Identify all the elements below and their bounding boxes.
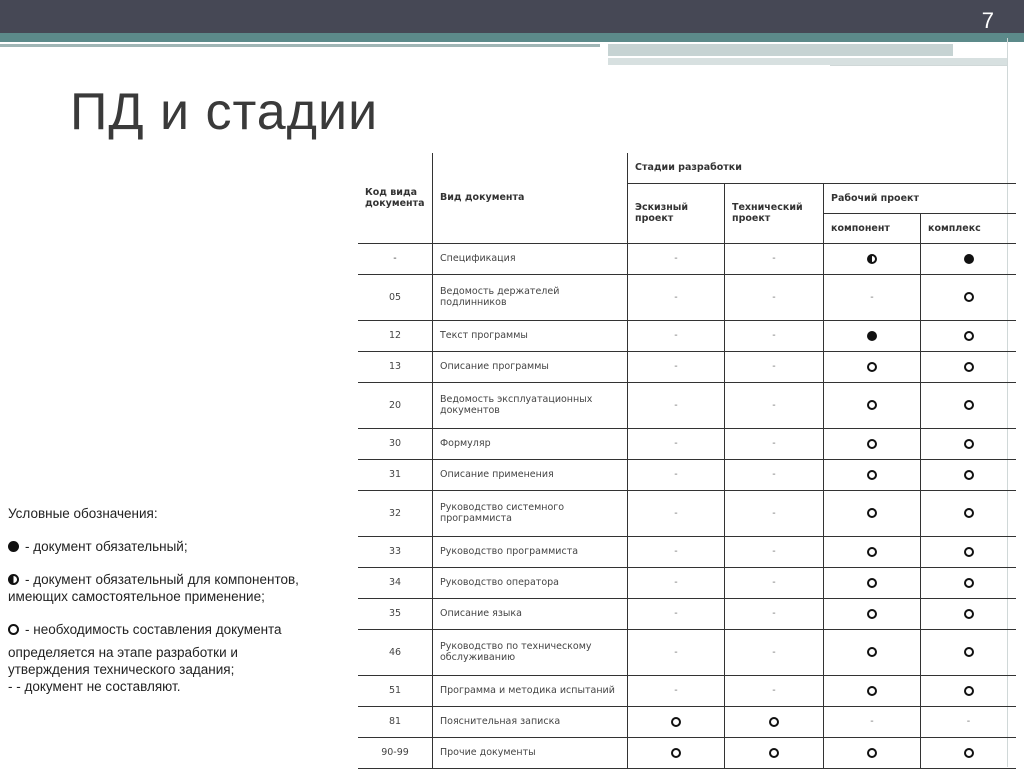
table-row	[358, 382, 1016, 428]
cell-component	[824, 274, 921, 320]
empty-circle-icon	[867, 547, 877, 557]
dash-mark: -	[772, 330, 776, 341]
header-work: Рабочий проект	[824, 183, 1017, 213]
cell-component	[824, 737, 921, 768]
cell-sketch	[628, 706, 725, 737]
cell-doc-name: Ведомость держателей подлинников	[433, 274, 628, 320]
legend-text: - необходимость составления документа	[25, 622, 282, 637]
header-complex: комплекс	[921, 213, 1017, 243]
dash-mark: -	[772, 253, 776, 264]
cell-doc-name: Ведомость эксплуатационных документов	[433, 382, 628, 428]
dash-mark: -	[674, 253, 678, 264]
cell-complex	[921, 567, 1017, 598]
dash-mark: -	[674, 361, 678, 372]
slide-title: ПД и стадии	[70, 83, 379, 141]
cell-code: 81	[358, 706, 433, 737]
dash-mark: -	[772, 546, 776, 557]
header-tech: Технический проект	[725, 183, 824, 243]
header-bar-dark	[0, 0, 1024, 33]
cell-component	[824, 428, 921, 459]
slide-number: 7	[981, 8, 994, 33]
empty-circle-icon	[964, 748, 974, 758]
cell-sketch	[628, 567, 725, 598]
dash-mark: -	[772, 577, 776, 588]
cell-doc-name: Формуляр	[433, 428, 628, 459]
empty-circle-icon	[964, 362, 974, 372]
empty-circle-icon	[867, 439, 877, 449]
cell-tech	[725, 737, 824, 768]
cell-doc-name: Прочие документы	[433, 737, 628, 768]
dash-mark: -	[674, 469, 678, 480]
dash-mark: -	[772, 399, 776, 411]
documents-table	[358, 153, 1016, 769]
cell-code: 12	[358, 320, 433, 351]
full-circle-icon	[867, 331, 877, 341]
legend-text-line: утверждения технического задания;	[8, 662, 235, 677]
empty-circle-icon	[867, 609, 877, 619]
cell-doc-name: Описание языка	[433, 598, 628, 629]
empty-circle-icon	[671, 748, 681, 758]
empty-circle-icon	[964, 547, 974, 557]
cell-tech	[725, 243, 824, 274]
empty-circle-icon	[867, 578, 877, 588]
header-component: компонент	[824, 213, 921, 243]
cell-code: 34	[358, 567, 433, 598]
cell-component	[824, 706, 921, 737]
dash-mark: -	[870, 716, 874, 727]
cell-sketch	[628, 382, 725, 428]
cell-complex	[921, 459, 1017, 490]
header-bar-light	[608, 58, 1008, 65]
cell-component	[824, 536, 921, 567]
table-row	[358, 536, 1016, 567]
header-bar-teal	[0, 33, 1024, 42]
cell-complex	[921, 320, 1017, 351]
cell-sketch	[628, 351, 725, 382]
cell-code: 33	[358, 536, 433, 567]
dash-mark: -	[772, 469, 776, 480]
cell-complex	[921, 428, 1017, 459]
dash-mark: -	[772, 361, 776, 372]
cell-code: 51	[358, 675, 433, 706]
cell-complex	[921, 706, 1017, 737]
legend-heading: Условные обозначения:	[8, 506, 158, 521]
cell-complex	[921, 243, 1017, 274]
cell-doc-name: Руководство по техническому обслуживанию	[433, 629, 628, 675]
cell-component	[824, 459, 921, 490]
half-circle-icon	[8, 574, 19, 585]
table-row	[358, 351, 1016, 382]
cell-sketch	[628, 536, 725, 567]
cell-sketch	[628, 675, 725, 706]
dash-mark: -	[674, 577, 678, 588]
cell-code: 46	[358, 629, 433, 675]
empty-circle-icon	[769, 748, 779, 758]
cell-sketch	[628, 598, 725, 629]
cell-tech	[725, 382, 824, 428]
empty-circle-icon	[867, 748, 877, 758]
table-row	[358, 320, 1016, 351]
table-body	[358, 243, 1016, 768]
cell-tech	[725, 459, 824, 490]
cell-code: 13	[358, 351, 433, 382]
legend-text: - документ обязательный;	[25, 539, 188, 554]
dash-mark: -	[772, 291, 776, 303]
empty-circle-icon	[964, 578, 974, 588]
cell-component	[824, 567, 921, 598]
header-sketch: Эскизный проект	[628, 183, 725, 243]
dash-mark: -	[674, 291, 678, 303]
empty-circle-icon	[867, 470, 877, 480]
cell-doc-name: Спецификация	[433, 243, 628, 274]
cell-code: 35	[358, 598, 433, 629]
cell-component	[824, 382, 921, 428]
cell-component	[824, 629, 921, 675]
cell-sketch	[628, 459, 725, 490]
empty-circle-icon	[867, 508, 877, 518]
cell-component	[824, 598, 921, 629]
dash-mark: -	[674, 330, 678, 341]
cell-sketch	[628, 737, 725, 768]
cell-doc-name: Описание программы	[433, 351, 628, 382]
empty-circle-icon	[964, 292, 974, 302]
cell-tech	[725, 320, 824, 351]
cell-code: 31	[358, 459, 433, 490]
cell-complex	[921, 536, 1017, 567]
cell-complex	[921, 629, 1017, 675]
table-row	[358, 629, 1016, 675]
legend-item-dash: - - документ не составляют.	[8, 679, 181, 694]
cell-tech	[725, 567, 824, 598]
dash-mark: -	[674, 646, 678, 658]
cell-code: 30	[358, 428, 433, 459]
full-circle-icon	[964, 254, 974, 264]
cell-sketch	[628, 428, 725, 459]
cell-tech	[725, 536, 824, 567]
cell-complex	[921, 382, 1017, 428]
empty-circle-icon	[964, 331, 974, 341]
dash-mark: -	[870, 291, 874, 303]
cell-code: -	[358, 243, 433, 274]
dash-mark: -	[674, 507, 678, 519]
header-doc: Вид документа	[433, 153, 628, 243]
cell-tech	[725, 490, 824, 536]
dash-mark: -	[674, 608, 678, 619]
cell-tech	[725, 351, 824, 382]
header-bar-light	[0, 44, 600, 47]
cell-tech	[725, 706, 824, 737]
cell-component	[824, 351, 921, 382]
cell-doc-name: Описание применения	[433, 459, 628, 490]
legend-text: - документ обязательный для компонентов,	[25, 572, 299, 587]
cell-component	[824, 243, 921, 274]
cell-doc-name: Программа и методика испытаний	[433, 675, 628, 706]
empty-circle-icon	[867, 686, 877, 696]
cell-tech	[725, 598, 824, 629]
empty-circle-icon	[964, 508, 974, 518]
dash-mark: -	[674, 438, 678, 449]
legend-item-half	[8, 571, 348, 588]
cell-doc-name: Пояснительная записка	[433, 706, 628, 737]
empty-circle-icon	[964, 647, 974, 657]
empty-circle-icon	[964, 400, 974, 410]
empty-circle-icon	[964, 609, 974, 619]
dash-mark: -	[674, 399, 678, 411]
dash-mark: -	[772, 507, 776, 519]
cell-sketch	[628, 274, 725, 320]
dash-mark: -	[966, 716, 971, 727]
table-row	[358, 459, 1016, 490]
empty-circle-icon	[8, 624, 19, 635]
cell-complex	[921, 675, 1017, 706]
cell-tech	[725, 675, 824, 706]
table-row	[358, 675, 1016, 706]
cell-complex	[921, 598, 1017, 629]
cell-code: 32	[358, 490, 433, 536]
table-row	[358, 274, 1016, 320]
dash-mark: -	[772, 646, 776, 658]
legend-item-full	[8, 538, 348, 555]
legend-text-line: определяется на этапе разработки и	[8, 645, 238, 660]
dash-mark: -	[772, 685, 776, 696]
table-row	[358, 598, 1016, 629]
legend-item-empty	[8, 621, 348, 638]
cell-complex	[921, 351, 1017, 382]
table-row	[358, 243, 1016, 274]
empty-circle-icon	[867, 362, 877, 372]
cell-tech	[725, 629, 824, 675]
dash-mark: -	[674, 685, 678, 696]
dash-mark: -	[772, 608, 776, 619]
empty-circle-icon	[671, 717, 681, 727]
header-code: Код вида документа	[358, 153, 433, 243]
empty-circle-icon	[964, 470, 974, 480]
cell-complex	[921, 274, 1017, 320]
cell-doc-name: Текст программы	[433, 320, 628, 351]
cell-sketch	[628, 629, 725, 675]
half-circle-icon	[867, 254, 877, 264]
empty-circle-icon	[867, 400, 877, 410]
filled-circle-icon	[8, 541, 19, 552]
cell-sketch	[628, 490, 725, 536]
dash-mark: -	[772, 438, 776, 449]
cell-component	[824, 490, 921, 536]
table-row	[358, 567, 1016, 598]
cell-sketch	[628, 320, 725, 351]
legend-text-line: имеющих самостоятельное применение;	[8, 589, 265, 604]
cell-doc-name: Руководство программиста	[433, 536, 628, 567]
table-row	[358, 490, 1016, 536]
empty-circle-icon	[964, 439, 974, 449]
table-row	[358, 737, 1016, 768]
table-row	[358, 706, 1016, 737]
header-stages: Стадии разработки	[628, 153, 1017, 183]
cell-component	[824, 675, 921, 706]
cell-complex	[921, 737, 1017, 768]
empty-circle-icon	[867, 647, 877, 657]
cell-component	[824, 320, 921, 351]
cell-tech	[725, 428, 824, 459]
legend	[8, 505, 348, 695]
cell-code: 05	[358, 274, 433, 320]
cell-sketch	[628, 243, 725, 274]
empty-circle-icon	[964, 686, 974, 696]
cell-complex	[921, 490, 1017, 536]
empty-circle-icon	[769, 717, 779, 727]
dash-mark: -	[674, 546, 678, 557]
cell-doc-name: Руководство оператора	[433, 567, 628, 598]
cell-tech	[725, 274, 824, 320]
cell-code: 90-99	[358, 737, 433, 768]
frame-line	[830, 65, 1007, 66]
header-bar-light	[608, 44, 953, 56]
cell-code: 20	[358, 382, 433, 428]
table-row	[358, 428, 1016, 459]
cell-doc-name: Руководство системного программиста	[433, 490, 628, 536]
